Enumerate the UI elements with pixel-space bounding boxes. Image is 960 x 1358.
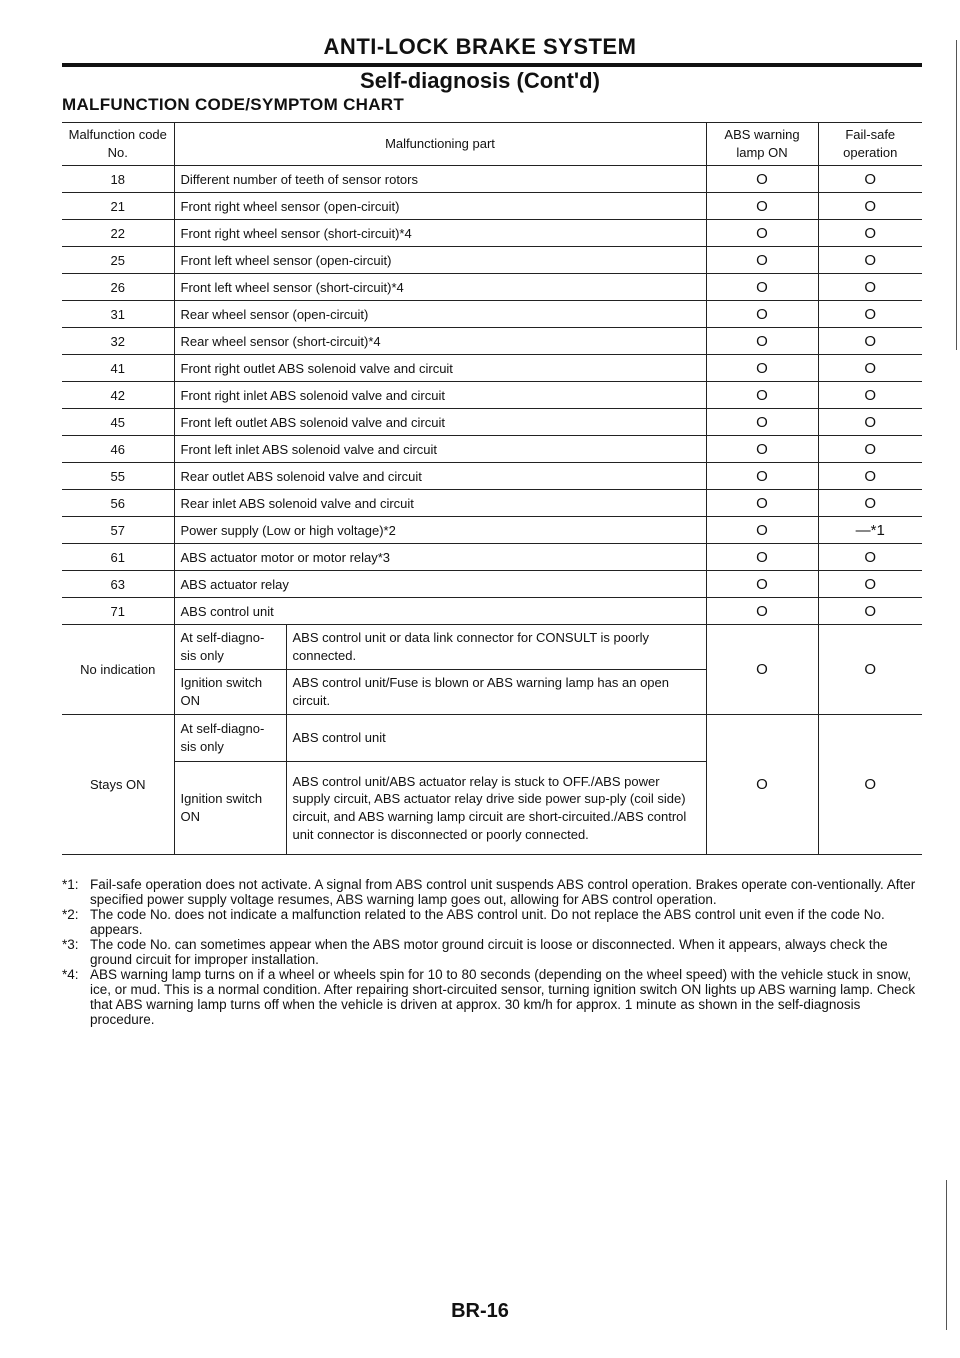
part-cell: Rear outlet ABS solenoid valve and circuit — [174, 463, 706, 490]
failsafe-cell: O — [818, 382, 922, 409]
failsafe-cell: O — [818, 355, 922, 382]
failsafe-cell: O — [818, 544, 922, 571]
failsafe-cell: O — [818, 301, 922, 328]
lamp-cell: O — [706, 715, 818, 855]
lamp-cell: O — [706, 517, 818, 544]
table-row — [62, 355, 922, 382]
failsafe-cell: —*1 — [818, 517, 922, 544]
description-cell: ABS control unit — [286, 715, 706, 762]
code-cell: 25 — [62, 247, 174, 274]
failsafe-cell: O — [818, 193, 922, 220]
code-cell: 63 — [62, 571, 174, 598]
code-cell: 18 — [62, 166, 174, 193]
code-cell: 45 — [62, 409, 174, 436]
description-cell: ABS control unit/ABS actuator relay is stuck to OFF./ABS power supply circuit, ABS actuator relay drive side power sup-ply (coil side) circuit, and ABS warning lamp circuit are short-circuited./ABS control unit connector is disconnected or poorly connected. — [286, 762, 706, 855]
failsafe-cell: O — [818, 625, 922, 715]
footnote-text: The code No. does not indicate a malfunction related to the ABS control unit. Do not replace the ABS control unit even if the code No. appears. — [90, 907, 885, 937]
footnote-3 — [62, 937, 924, 967]
scan-margin-line — [946, 1180, 947, 1330]
table-row — [62, 382, 922, 409]
part-cell: Front right outlet ABS solenoid valve and circuit — [174, 355, 706, 382]
footnote-mark: *1: — [62, 877, 79, 892]
part-cell: Different number of teeth of sensor rotors — [174, 166, 706, 193]
lamp-cell: O — [706, 598, 818, 625]
failsafe-cell: O — [818, 598, 922, 625]
symptom-chart-table — [62, 122, 922, 855]
part-cell: Rear inlet ABS solenoid valve and circuit — [174, 490, 706, 517]
table-row — [62, 409, 922, 436]
table-row — [62, 490, 922, 517]
table-row — [62, 301, 922, 328]
part-cell: ABS actuator relay — [174, 571, 706, 598]
header-failsafe: Fail-safe operation — [818, 123, 922, 166]
page-number: BR-16 — [451, 1300, 509, 1322]
table-row-stays-on — [62, 715, 922, 762]
code-cell-stays-on: Stays ON — [62, 715, 174, 855]
table-row — [62, 220, 922, 247]
part-cell: ABS actuator motor or motor relay*3 — [174, 544, 706, 571]
footnote-mark: *2: — [62, 907, 79, 922]
failsafe-cell: O — [818, 274, 922, 301]
code-cell: 32 — [62, 328, 174, 355]
table-row — [62, 598, 922, 625]
condition-cell: Ignition switch ON — [174, 762, 286, 855]
failsafe-cell: O — [818, 571, 922, 598]
failsafe-cell: O — [818, 166, 922, 193]
condition-cell: Ignition switch ON — [174, 670, 286, 715]
table-row — [62, 166, 922, 193]
part-cell: Front right wheel sensor (short-circuit)*4 — [174, 220, 706, 247]
code-cell: 22 — [62, 220, 174, 247]
code-cell: 55 — [62, 463, 174, 490]
section-title: MALFUNCTION CODE/SYMPTOM CHART — [62, 95, 405, 114]
failsafe-cell: O — [818, 463, 922, 490]
description-cell: ABS control unit/Fuse is blown or ABS warning lamp has an open circuit. — [286, 670, 706, 715]
part-cell: Front left outlet ABS solenoid valve and circuit — [174, 409, 706, 436]
part-cell: Power supply (Low or high voltage)*2 — [174, 517, 706, 544]
failsafe-cell: O — [818, 436, 922, 463]
lamp-cell: O — [706, 571, 818, 598]
part-cell: Front right inlet ABS solenoid valve and circuit — [174, 382, 706, 409]
lamp-cell: O — [706, 247, 818, 274]
lamp-cell: O — [706, 328, 818, 355]
condition-cell: At self-diagno-sis only — [174, 625, 286, 670]
code-cell: 46 — [62, 436, 174, 463]
page-title: ANTI-LOCK BRAKE SYSTEM — [323, 34, 637, 59]
failsafe-cell: O — [818, 715, 922, 855]
scan-margin-line — [956, 40, 957, 250]
table-row — [62, 571, 922, 598]
lamp-cell: O — [706, 355, 818, 382]
description-cell: ABS control unit or data link connector for CONSULT is poorly connected. — [286, 625, 706, 670]
code-cell: 61 — [62, 544, 174, 571]
failsafe-cell: O — [818, 247, 922, 274]
table-row — [62, 463, 922, 490]
table-header-row — [62, 123, 922, 166]
header-code: Malfunction code No. — [62, 123, 174, 166]
part-cell: Rear wheel sensor (short-circuit)*4 — [174, 328, 706, 355]
lamp-cell: O — [706, 490, 818, 517]
page-subtitle: Self-diagnosis (Cont'd) — [360, 68, 600, 93]
table-row — [62, 193, 922, 220]
lamp-cell: O — [706, 382, 818, 409]
header-lamp: ABS warning lamp ON — [706, 123, 818, 166]
code-cell: 57 — [62, 517, 174, 544]
failsafe-cell: O — [818, 328, 922, 355]
footnotes — [62, 877, 924, 1027]
lamp-cell: O — [706, 274, 818, 301]
code-cell: 56 — [62, 490, 174, 517]
part-cell: Front right wheel sensor (open-circuit) — [174, 193, 706, 220]
code-cell: 41 — [62, 355, 174, 382]
code-cell: 71 — [62, 598, 174, 625]
lamp-cell: O — [706, 166, 818, 193]
failsafe-cell: O — [818, 220, 922, 247]
table-row — [62, 274, 922, 301]
failsafe-cell: O — [818, 409, 922, 436]
table-row-no-indication — [62, 625, 922, 670]
code-cell-no-indication: No indication — [62, 625, 174, 715]
table-row — [62, 328, 922, 355]
lamp-cell: O — [706, 193, 818, 220]
lamp-cell: O — [706, 436, 818, 463]
part-cell: ABS control unit — [174, 598, 706, 625]
header-part: Malfunctioning part — [174, 123, 706, 166]
code-cell: 21 — [62, 193, 174, 220]
failsafe-cell: O — [818, 490, 922, 517]
footnote-mark: *3: — [62, 937, 79, 952]
lamp-cell: O — [706, 463, 818, 490]
footnote-1 — [62, 877, 924, 907]
lamp-cell: O — [706, 220, 818, 247]
footnote-2 — [62, 907, 924, 937]
part-cell: Front left inlet ABS solenoid valve and circuit — [174, 436, 706, 463]
condition-cell: At self-diagno-sis only — [174, 715, 286, 762]
lamp-cell: O — [706, 625, 818, 715]
footnote-text: ABS warning lamp turns on if a wheel or wheels spin for 10 to 80 seconds (depending on the wheel speed) with the vehicle stuck in snow, ice, or mud. This is a normal condition. After repairing short-circuited sensor, turning ignition switch ON lights up ABS warning lamp. Check that ABS warning lamp turns off when the vehicle is driven at approx. 30 km/h for approx. 1 minute as shown in the self-diagnosis procedure. — [90, 967, 916, 1027]
footnote-text: Fail-safe operation does not activate. A signal from ABS control unit suspends ABS control operation. Brakes operate con-ventionally. After specified power supply voltage resumes, ABS warning lamp goes out, allowing for ABS control operation. — [90, 877, 916, 907]
header-rule — [62, 63, 922, 67]
footnote-mark: *4: — [62, 967, 79, 982]
lamp-cell: O — [706, 301, 818, 328]
scan-margin-line — [956, 230, 957, 350]
code-cell: 42 — [62, 382, 174, 409]
table-row — [62, 247, 922, 274]
table-row — [62, 517, 922, 544]
code-cell: 26 — [62, 274, 174, 301]
table-row — [62, 436, 922, 463]
part-cell: Rear wheel sensor (open-circuit) — [174, 301, 706, 328]
part-cell: Front left wheel sensor (open-circuit) — [174, 247, 706, 274]
footnote-text: The code No. can sometimes appear when the ABS motor ground circuit is loose or disconnected. When it appears, always check the ground circuit for improper installation. — [90, 937, 888, 967]
lamp-cell: O — [706, 544, 818, 571]
table-row — [62, 544, 922, 571]
footnote-4 — [62, 967, 924, 1027]
lamp-cell: O — [706, 409, 818, 436]
part-cell: Front left wheel sensor (short-circuit)*4 — [174, 274, 706, 301]
code-cell: 31 — [62, 301, 174, 328]
